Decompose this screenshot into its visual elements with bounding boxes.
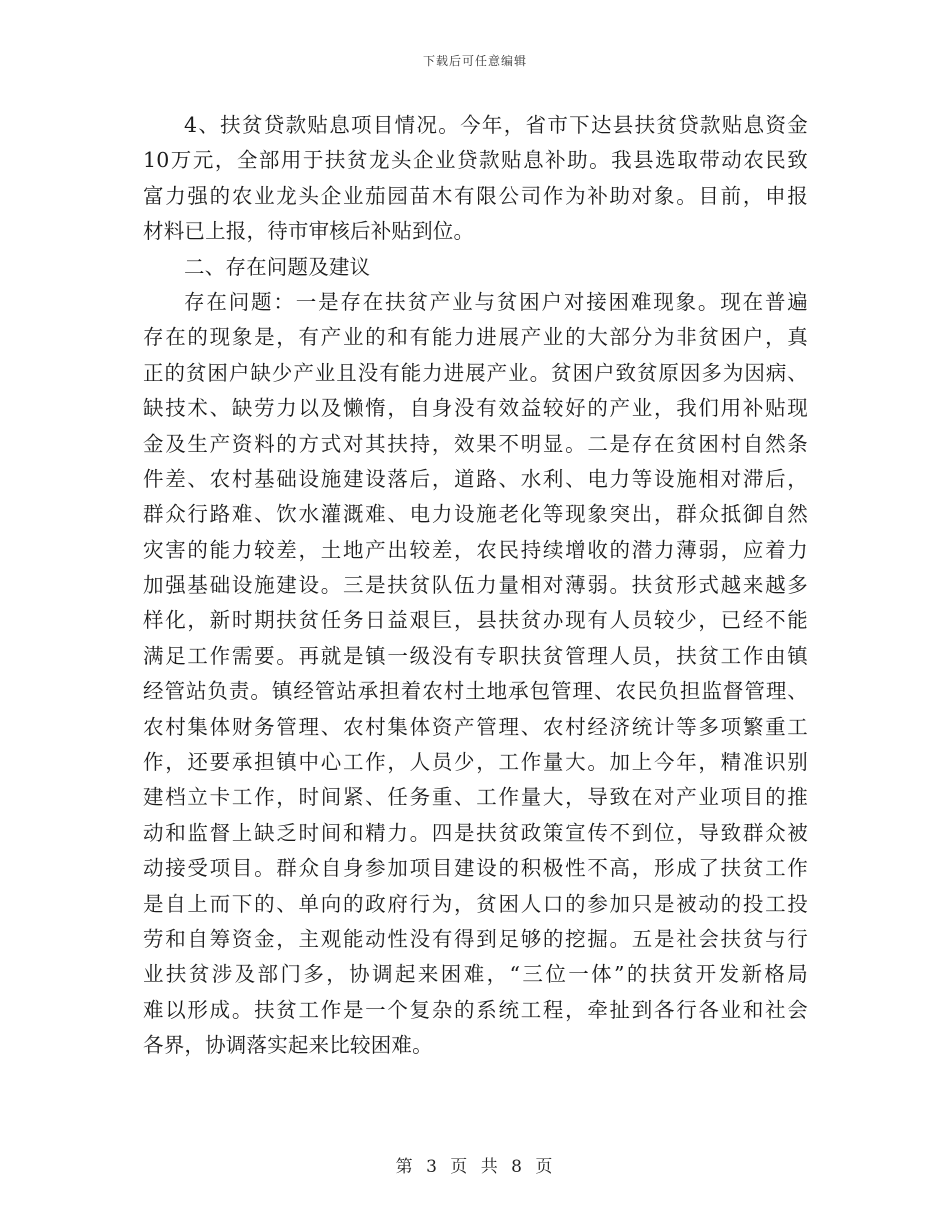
paragraph-line: 建档立卡工作，时间紧、任务重、工作量大，导致在对产业项目的推 [143, 785, 808, 810]
paragraph-line: 件差、农村基础设施建设落后，道路、水利、电力等设施相对滞后， [143, 466, 808, 491]
paragraph-line: 是自上而下的、单向的政府行为，贫困人口的参加只是被动的投工投 [143, 891, 808, 916]
paragraph-line: 满足工作需要。再就是镇一级没有专职扶贫管理人员，扶贫工作由镇 [143, 643, 808, 668]
paragraph-line: 4、扶贫贷款贴息项目情况。今年，省市下达县扶贫贷款贴息资金 [184, 113, 808, 137]
paragraph-line: 经管站负责。镇经管站承担着农村土地承包管理、农民负担监督管理、 [143, 679, 808, 704]
paragraph-line: 存在的现象是，有产业的和有能力进展产业的大部分为非贫困户，真 [143, 325, 808, 350]
paragraph-line: 存在问题：一是存在扶贫产业与贫困户对接困难现象。现在普遍 [184, 289, 808, 314]
paragraph-line: 难以形成。扶贫工作是一个复杂的系统工程，牵扯到各行各业和社会 [143, 997, 808, 1022]
paragraph-line: 群众行路难、饮水灌溉难、电力设施老化等现象突出，群众抵御自然 [143, 502, 808, 527]
paragraph-line: 各界，协调落实起来比较困难。 [143, 1033, 433, 1058]
paragraph-line: 金及生产资料的方式对其扶持，效果不明显。二是存在贫困村自然条 [143, 431, 808, 456]
section-heading: 二、存在问题及建议 [184, 254, 371, 279]
paragraph-line: 业扶贫涉及部门多，协调起来困难，“三位一体”的扶贫开发新格局 [143, 962, 808, 987]
page-number: 第 3 页 共 8 页 [395, 1157, 555, 1177]
paragraph-line: 加强基础设施建设。三是扶贫队伍力量相对薄弱。扶贫形式越来越多 [143, 573, 808, 598]
paragraph-line: 正的贫困户缺少产业且没有能力进展产业。贫困户致贫原因多为因病、 [143, 360, 808, 385]
document-body [143, 108, 808, 1064]
page-header-note: 下载后可任意编辑 [422, 54, 527, 68]
paragraph-line: 材料已上报，待市审核后补贴到位。 [143, 219, 475, 244]
paragraph-line: 作，还要承担镇中心工作，人员少，工作量大。加上今年，精准识别 [143, 750, 808, 775]
paragraph-line: 样化，新时期扶贫任务日益艰巨，县扶贫办现有人员较少，已经不能 [143, 608, 808, 633]
paragraph-line: 10万元，全部用于扶贫龙头企业贷款贴息补助。我县选取带动农民致 [143, 148, 808, 173]
paragraph-line: 动和监督上缺乏时间和精力。四是扶贫政策宣传不到位，导致群众被 [143, 820, 808, 845]
paragraph-line: 农村集体财务管理、农村集体资产管理、农村经济统计等多项繁重工 [143, 714, 808, 739]
paragraph-line: 灾害的能力较差，土地产出较差，农民持续增收的潜力薄弱，应着力 [143, 537, 808, 562]
paragraph-line: 缺技术、缺劳力以及懒惰，自身没有效益较好的产业，我们用补贴现 [143, 396, 808, 421]
paragraph-line: 动接受项目。群众自身参加项目建设的积极性不高，形成了扶贫工作 [143, 856, 808, 881]
paragraph-line: 富力强的农业龙头企业茄园苗木有限公司作为补助对象。目前，申报 [143, 183, 808, 208]
paragraph-line: 劳和自筹资金，主观能动性没有得到足够的挖掘。五是社会扶贫与行 [143, 926, 808, 951]
